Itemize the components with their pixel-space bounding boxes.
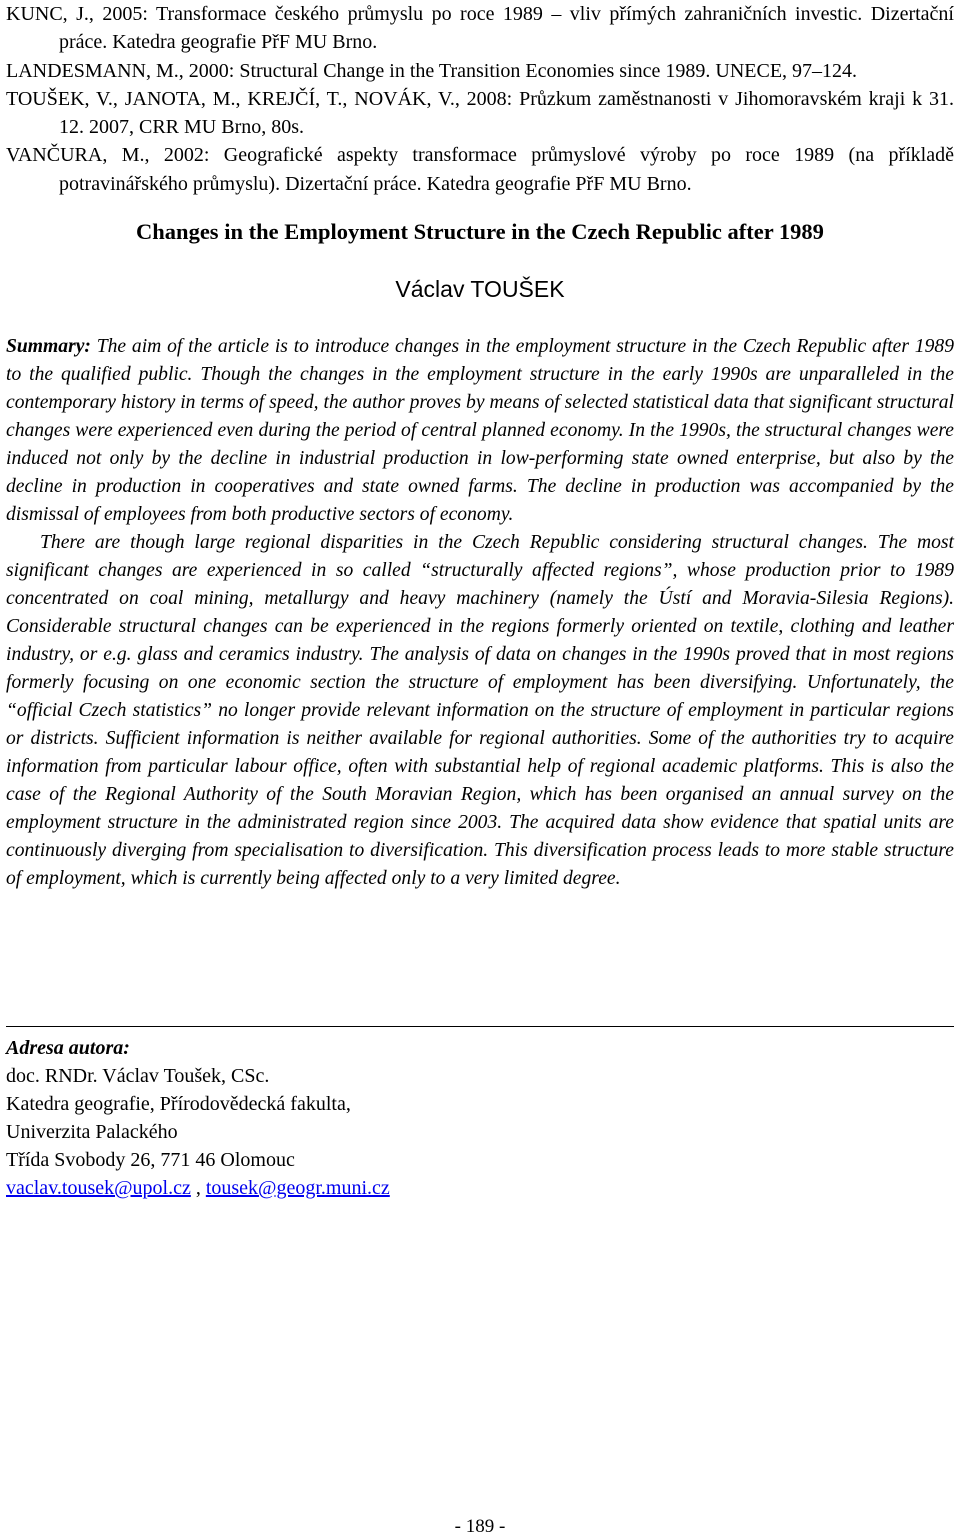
reference-landesmann: LANDESMANN, M., 2000: Structural Change in the Transition Economies since 1989. UNECE, 97–124. — [6, 59, 858, 82]
address-line-name: doc. RNDr. Václav Toušek, CSc. — [6, 1065, 270, 1087]
summary-paragraph-2: There are though large regional disparities in the Czech Republic considering structural changes. The most significant changes are experienced in so called “structurally affected regions”, whose production prior to 1989 concentrated on coal mining, metallurgy and heavy machinery (namely the Ústí and Moravia-Silesia Regions). Considerable structural changes can be experienced in the regions formerly oriented on textile, clothing and leather industry, or e.g. glass and ceramics industry. The analysis of data on changes in the 1990s proved that in most regions formerly focusing on one economic section the structure of employment has been diversifying. Unfortunately, the “official Czech statistics” no longer provide relevant information on the structure of employment in particular regions or districts. Sufficient information is neither available for regional authorities. Some of the authorities try to acquire information from particular labour office, often with substantial help of regional academic platforms. This is also the case of the Regional Authority of the South Moravian Region, which has been organised an annual survey on the employment structure in the administrated region since 2003. The acquired data show evidence that spatial units are continuously diverging from specialisation to diversification. This diversification process leads to more stable structure of employment, which is currently being affected only to a very limited degree. — [6, 532, 954, 889]
reference-vancura: VANČURA, M., 2002: Geografické aspekty transformace průmyslové výroby po roce 1989 (na příkladě potravinářského průmyslu). Dizertační práce. Katedra geografie PřF MU Brno. — [6, 144, 954, 195]
article-author: Václav TOUŠEK — [395, 276, 565, 302]
address-line-department: Katedra geografie, Přírodovědecká fakulta, — [6, 1093, 351, 1115]
reference-list — [6, 0, 954, 198]
address-line-street: Třída Svobody 26, 771 46 Olomouc — [6, 1149, 295, 1171]
author-address — [6, 1034, 706, 1202]
email-link-upol[interactable]: vaclav.tousek@upol.cz — [6, 1177, 191, 1199]
article-title: Changes in the Employment Structure in the Czech Republic after 1989 — [136, 219, 824, 244]
summary-paragraph-1 — [6, 333, 954, 529]
email-link-muni[interactable]: tousek@geogr.muni.cz — [205, 1177, 390, 1199]
address-line-university: Univerzita Palackého — [6, 1121, 178, 1143]
summary-text-1: The aim of the article is to introduce changes in the employment structure in the Czech Republic after 1989 to the qualified public. Though the changes in the employment structure in the early 1990s are unparalleled in the contemporary history in terms of speed, the author proves by means of selected statistical data that significant structural changes were experienced even during the period of central planned economy. In the 1990s, the structural changes were induced not only by the decline in industrial production in low-performing state owned enterprise, but also by the decline in production in cooperatives and state owned farms. The decline in production was accompanied by the dismissal of employees from both productive sectors of economy. — [6, 336, 954, 525]
email-row — [6, 1174, 706, 1202]
summary-label: Summary: — [6, 336, 91, 357]
page-number: - 189 - — [454, 1516, 506, 1537]
footnote-divider — [6, 1026, 954, 1027]
summary-section — [6, 333, 954, 893]
reference-tousek: TOUŠEK, V., JANOTA, M., KREJČÍ, T., NOVÁK, V., 2008: Průzkum zaměstnanosti v Jihomoravském kraji k 31. 12. 2007, CRR MU Brno, 80s. — [6, 87, 954, 139]
reference-kunc: KUNC, J., 2005: Transformace českého průmyslu po roce 1989 – vliv přímých zahraničních investic. Dizertační práce. Katedra geografie PřF MU Brno. — [6, 3, 954, 54]
address-title: Adresa autora: — [6, 1037, 130, 1059]
email-separator: , — [190, 1177, 206, 1199]
